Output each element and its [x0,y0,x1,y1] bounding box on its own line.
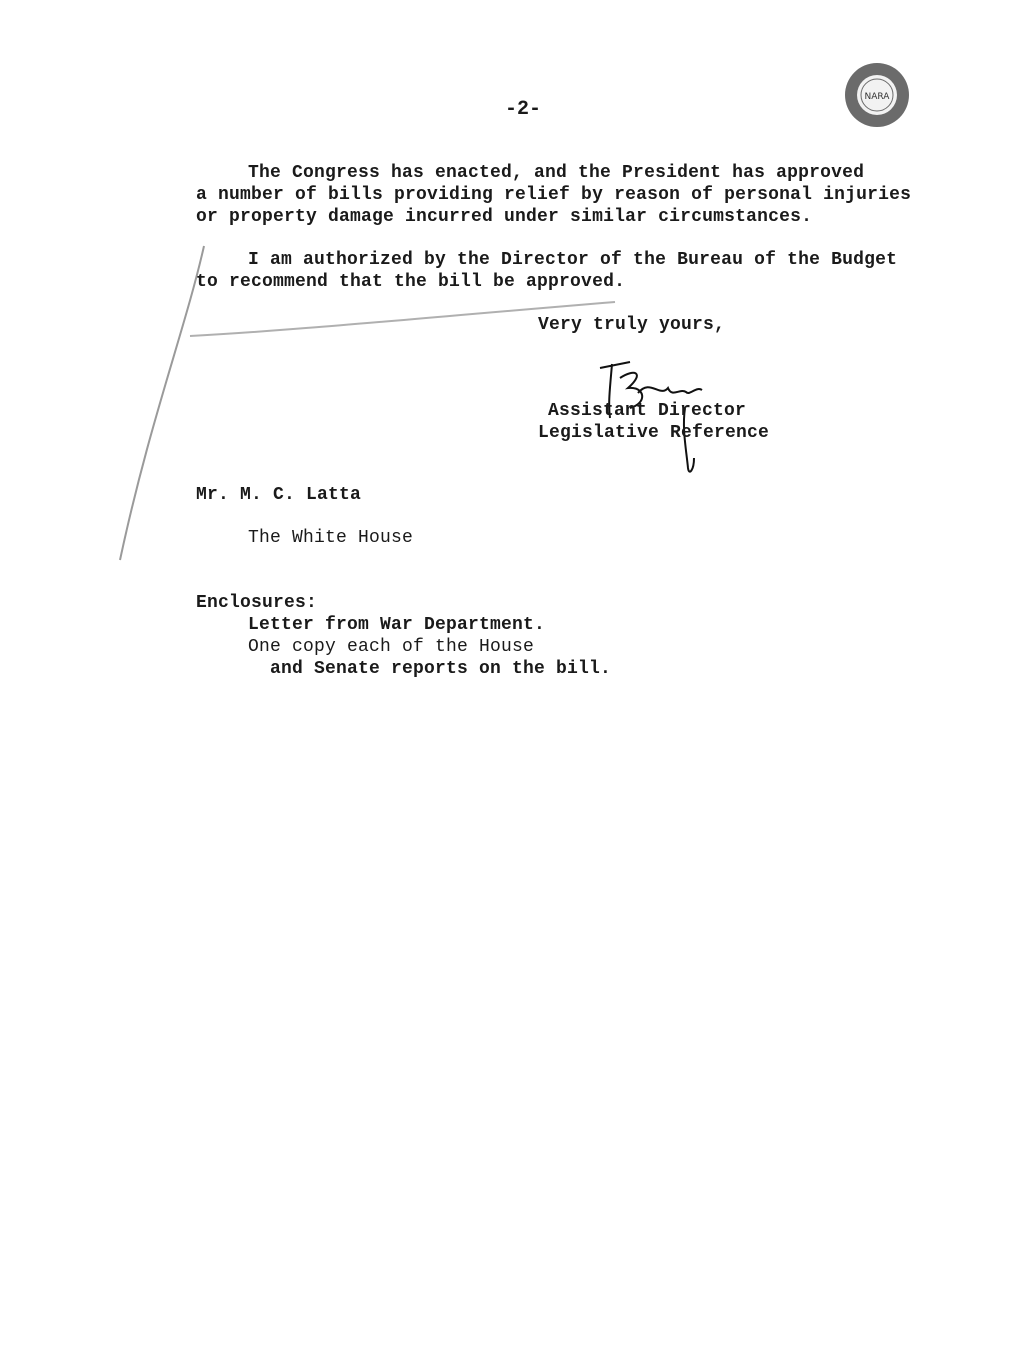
addressee: Mr. M. C. Latta [196,485,362,505]
enclosures-label: Enclosures: [196,593,318,613]
paragraph2-line1: I am authorized by the Director of the Bureau of the Budget [248,250,898,270]
signature-title-line1: Assistant Director [548,401,747,421]
closing: Very truly yours, [538,315,726,335]
svg-text:NARA: NARA [864,92,890,102]
paragraph2-line2: to recommend that the bill be approved. [196,272,626,292]
enclosure-item-1: Letter from War Department. [248,615,546,635]
signature-title-line2: Legislative Reference [538,423,770,443]
paragraph1-line3: or property damage incurred under similar circumstances. [196,207,813,227]
paragraph1-line2: a number of bills providing relief by reason of personal injuries [196,185,912,205]
address-line: The White House [248,528,414,548]
archive-seal-icon [838,60,916,130]
enclosure-item-3: and Senate reports on the bill. [248,659,612,679]
enclosure-item-2: One copy each of the House [248,637,535,657]
page-number: -2- [505,98,542,121]
paragraph1-line1: The Congress has enacted, and the President has approved [248,163,865,183]
